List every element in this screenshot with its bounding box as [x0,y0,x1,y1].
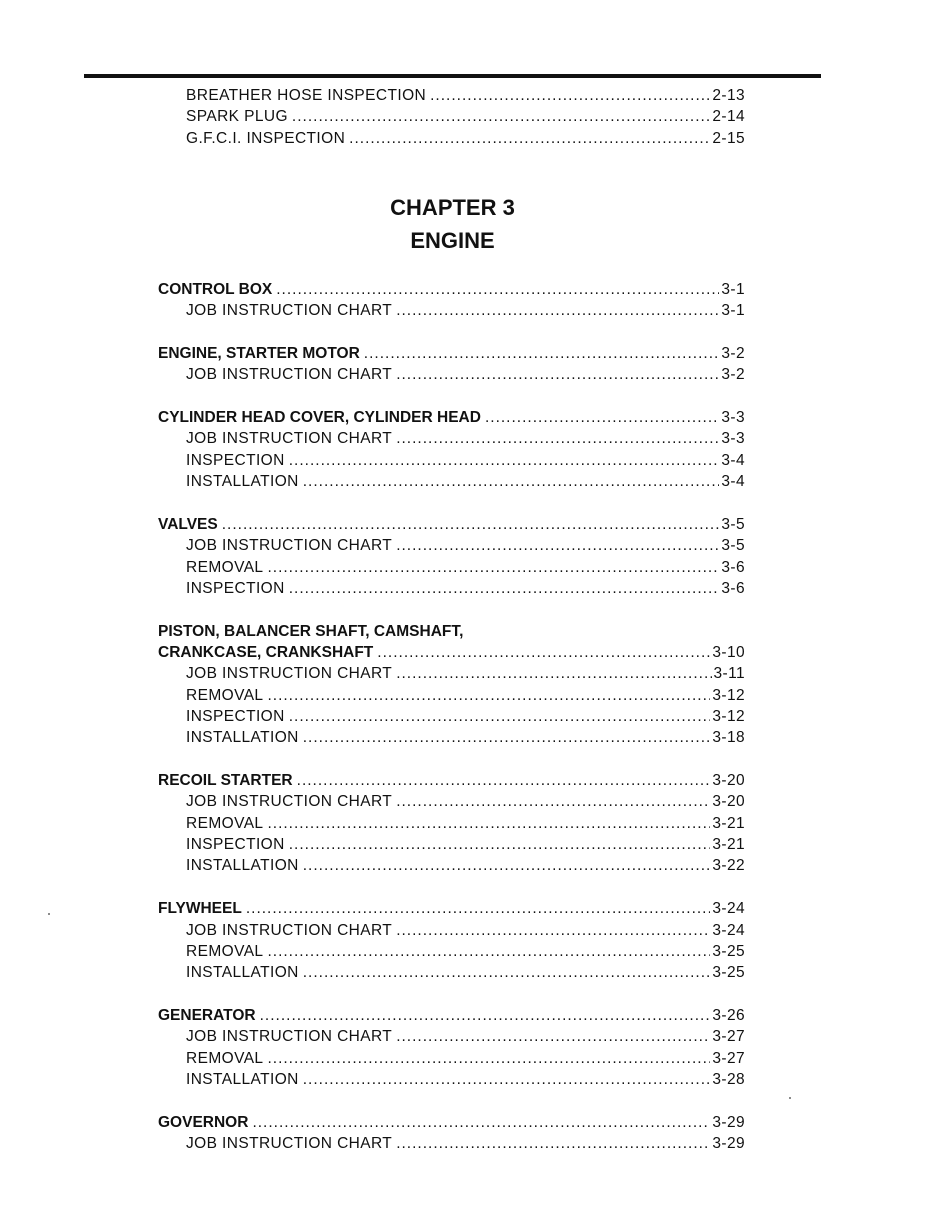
toc-section[interactable] [158,1006,745,1026]
toc-entry-label: REMOVAL [186,558,264,576]
toc-section[interactable] [158,344,745,364]
toc-entry-label: INSTALLATION [186,729,299,747]
toc-entry-page-number: 2-14 [712,108,745,126]
toc-entry[interactable] [186,365,745,385]
toc-entry[interactable] [186,301,745,321]
toc-entry[interactable] [186,664,745,684]
toc-entry[interactable] [186,963,745,983]
dot-leader [396,536,719,556]
toc-section-page-number: 3-29 [712,1113,745,1131]
dot-leader [396,921,710,941]
toc-entry-label: JOB INSTRUCTION CHART [186,537,393,555]
toc-section-page-number: 3-20 [712,772,745,790]
toc-section-page-number: 3-10 [712,643,745,661]
dot-leader [396,429,719,449]
toc-entry-page-number: 3-25 [712,942,745,960]
dot-leader [267,558,719,578]
toc-section-label: VALVES [158,515,218,533]
dot-leader [222,515,720,535]
dot-leader [396,301,719,321]
toc-entry-label: REMOVAL [186,814,264,832]
scan-speck [789,1097,791,1099]
toc-section-label: CRANKCASE, CRANKSHAFT [158,643,374,661]
toc-entry-label: JOB INSTRUCTION CHART [186,665,393,683]
toc-section[interactable] [158,643,745,663]
toc-section[interactable] [158,771,745,791]
toc-entry[interactable] [186,792,745,812]
toc-entry-page-number: 3-6 [721,579,745,597]
toc-section[interactable] [158,899,745,919]
toc-entry-page-number: 3-27 [712,1028,745,1046]
toc-section-title-line-label: PISTON, BALANCER SHAFT, CAMSHAFT, [158,622,464,640]
toc-entry-page-number: 3-24 [712,921,745,939]
toc-entry-page-number: 3-27 [712,1049,745,1067]
dot-leader [303,1070,711,1090]
toc-section-label: ENGINE, STARTER MOTOR [158,345,360,363]
dot-leader [396,664,711,684]
toc-entry[interactable] [186,707,745,727]
dot-leader [485,408,719,428]
toc-section-label: CYLINDER HEAD COVER, CYLINDER HEAD [158,409,481,427]
toc-section-label: RECOIL STARTER [158,772,293,790]
toc-section-page-number: 3-3 [721,409,745,427]
toc-entry[interactable] [186,835,745,855]
toc-entry-label: INSPECTION [186,579,285,597]
dot-leader [303,728,711,748]
dot-leader [297,771,711,791]
toc-entry-label: REMOVAL [186,1049,264,1067]
toc-section-label: GOVERNOR [158,1113,249,1131]
toc-section[interactable] [158,1113,745,1133]
toc-section[interactable] [158,408,745,428]
toc-entry-label: JOB INSTRUCTION CHART [186,430,393,448]
toc-entry-page-number: 3-3 [721,430,745,448]
dot-leader [430,86,710,106]
dot-leader [276,280,719,300]
toc-entry-page-number: 3-28 [712,1070,745,1088]
toc-entry[interactable] [186,579,745,599]
dot-leader [303,856,711,876]
dot-leader [349,129,710,149]
dot-leader [396,365,719,385]
toc-entry[interactable] [186,536,745,556]
toc-entry-page-number: 3-21 [712,814,745,832]
toc-entry[interactable] [186,451,745,471]
toc-entry[interactable] [186,558,745,578]
toc-entry[interactable] [186,429,745,449]
toc-entry[interactable] [186,1027,745,1047]
toc-entry-label: G.F.C.I. INSPECTION [186,129,346,147]
toc-entry-page-number: 3-12 [712,686,745,704]
toc-entry[interactable] [186,1134,745,1154]
toc-entry[interactable] [186,942,745,962]
scan-speck [48,913,50,915]
toc-section-page-number: 3-2 [721,345,745,363]
toc-entry-page-number: 3-4 [721,473,745,491]
toc-entry-label: JOB INSTRUCTION CHART [186,1028,393,1046]
toc-entry-label: REMOVAL [186,686,264,704]
toc-section[interactable] [158,280,745,300]
toc-entry-label: INSPECTION [186,451,285,469]
toc-section[interactable] [158,515,745,535]
dot-leader [267,686,710,706]
chapter-number: CHAPTER 3 [390,195,515,220]
top-rule [84,74,821,78]
toc-entry-page-number: 3-11 [713,665,745,683]
toc-entry[interactable] [186,728,745,748]
toc-entry-label: SPARK PLUG [186,108,288,126]
toc-section-page-number: 3-5 [721,515,745,533]
toc-entry-label: INSTALLATION [186,857,299,875]
dot-leader [292,107,710,127]
toc-section-label: GENERATOR [158,1006,256,1024]
toc-entry-label: INSTALLATION [186,473,299,491]
toc-entry-page-number: 3-22 [712,857,745,875]
dot-leader [303,472,720,492]
toc-entry-label: JOB INSTRUCTION CHART [186,1135,393,1152]
toc-entry[interactable] [186,814,745,834]
toc-entry-page-number: 3-18 [712,729,745,747]
toc-entry[interactable] [186,1070,745,1090]
toc-entry[interactable] [186,921,745,941]
dot-leader [267,942,710,962]
toc-entry-page-number: 3-6 [721,558,745,576]
toc-entry-page-number: 3-12 [712,708,745,725]
dot-leader [246,899,711,919]
toc-entry-page-number: 2-15 [712,129,745,147]
dot-leader [364,344,720,364]
toc-entry-page-number: 3-25 [712,964,745,982]
dot-leader [267,814,710,834]
toc-entry-label: JOB INSTRUCTION CHART [186,302,393,320]
toc-entry-label: BREATHER HOSE INSPECTION [186,87,427,104]
toc-entry[interactable] [186,129,745,149]
toc-entry-page-number: 3-29 [712,1135,745,1152]
toc-entry-page-number: 3-4 [721,451,745,469]
toc-entry-page-number: 3-1 [721,302,745,320]
toc-entry-label: JOB INSTRUCTION CHART [186,366,393,384]
dot-leader [303,963,711,983]
toc-entry-label: JOB INSTRUCTION CHART [186,921,393,939]
chapter-title: ENGINE [410,228,495,253]
dot-leader [289,707,711,727]
toc-entry-label: INSPECTION [186,708,285,725]
toc-entry-label: JOB INSTRUCTION CHART [186,793,393,811]
toc-section-title-line[interactable] [158,622,745,642]
toc-section-label: FLYWHEEL [158,900,242,918]
dot-leader [289,835,711,855]
toc-entry[interactable] [186,1049,745,1069]
dot-leader [377,643,710,663]
toc-entry-label: INSPECTION [186,836,285,854]
toc-entry[interactable] [186,472,745,492]
toc-entry[interactable] [186,86,745,106]
toc-entry-page-number: 3-2 [721,366,745,384]
toc-entry-label: REMOVAL [186,942,264,960]
toc-entry-label: INSTALLATION [186,1070,299,1088]
dot-leader [396,1134,710,1154]
toc-entry-page-number: 3-20 [712,793,745,811]
dot-leader [289,579,720,599]
toc-entry[interactable] [186,107,745,127]
dot-leader [396,792,710,812]
dot-leader [289,451,720,471]
toc-entry[interactable] [186,856,745,876]
toc-entry[interactable] [186,686,745,706]
dot-leader [396,1027,710,1047]
toc-section-page-number: 3-24 [712,900,745,918]
toc-section-page-number: 3-26 [712,1006,745,1024]
dot-leader [267,1049,710,1069]
toc-entry-label: INSTALLATION [186,964,299,982]
toc-entry-page-number: 3-5 [721,537,745,555]
dot-leader [252,1113,710,1133]
toc-section-page-number: 3-1 [721,281,745,298]
dot-leader [260,1006,711,1026]
toc-entry-page-number: 3-21 [712,836,745,854]
toc-section-label: CONTROL BOX [158,281,273,298]
toc-entry-page-number: 2-13 [712,87,745,104]
